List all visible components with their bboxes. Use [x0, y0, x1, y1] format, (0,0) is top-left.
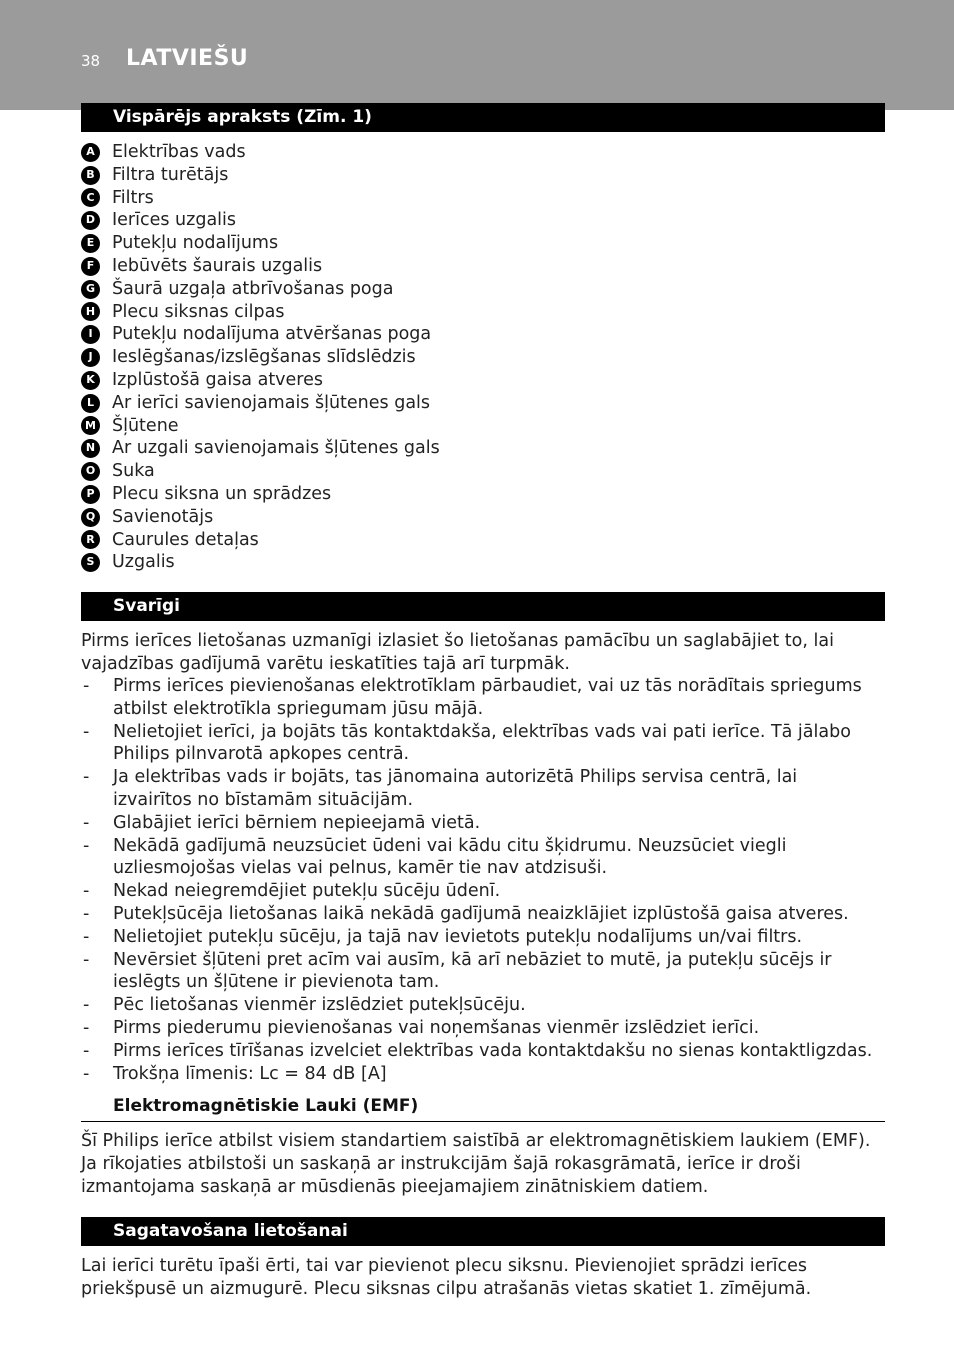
preparation-text: Lai ierīci turētu īpaši ērti, tai var pievienot plecu siksnu. Pievienojiet sprādzi ierīces priekšpusē un aizmugurē. Plecu siksnas cilpu atrašanās vietas skatiet 1. zīmējumā. [81, 1256, 812, 1299]
section-heading-important: Svarīgi [81, 592, 885, 621]
important-bullet-item [81, 812, 881, 835]
component-item [81, 460, 881, 483]
component-item [81, 483, 881, 506]
component-letter-badge: R [81, 530, 100, 549]
bullet-dash: - [83, 926, 90, 947]
bullet-dash: - [83, 995, 90, 1016]
section-heading-emf: Elektromagnētiskie Lauki (EMF) [81, 1096, 885, 1122]
emf-text: Šī Philips ierīce atbilst visiem standartiem saistībā ar elektromagnētiskiem laukiem (EMF). Ja rīkojaties atbilstoši un saskaņā ar instrukcijām šajā rokasgrāmatā, ierīce ir droši izmantojama saskaņā ar mūsdienās pieejamajiem zinātniskiem datiem. [81, 1131, 871, 1197]
component-letter-badge: F [81, 257, 100, 276]
component-label: Putekļu nodalījums [112, 233, 279, 254]
component-letter-badge: C [81, 188, 100, 207]
important-bullet-item [81, 949, 881, 995]
bullet-dash: - [83, 676, 90, 696]
component-label: Plecu siksna un sprādzes [112, 483, 332, 504]
component-label: Savienotājs [112, 506, 214, 527]
component-label: Plecu siksnas cilpas [112, 301, 285, 322]
component-list [81, 141, 881, 574]
language-title: LATVIEŠU [126, 46, 249, 71]
component-label: Šaurā uzgaļa atbrīvošanas poga [112, 278, 394, 299]
bullet-dash: - [83, 835, 90, 856]
component-item [81, 392, 881, 415]
component-label: Ar uzgali savienojamais šļūtenes gals [112, 438, 440, 459]
component-letter-badge: G [81, 280, 100, 299]
bullet-dash: - [83, 1017, 90, 1038]
component-label: Uzgalis [112, 552, 175, 573]
component-label: Šļūtene [112, 415, 179, 436]
bullet-text: Pirms ierīces pievienošanas elektrotīklam pārbaudiet, vai uz tās norādītais spriegums atbilst elektrotīkla spriegumam jūsu mājā. [113, 676, 862, 719]
component-label: Elektrības vads [112, 142, 246, 162]
important-bullet-item [81, 1063, 881, 1086]
component-item [81, 437, 881, 460]
bullet-text: Putekļsūcēja lietošanas laikā nekādā gadījumā neaizklājiet izplūstošā gaisa atveres. [113, 903, 849, 924]
component-letter-badge: I [81, 325, 100, 344]
component-letter-badge: M [81, 416, 100, 435]
component-label: Ar ierīci savienojamais šļūtenes gals [112, 392, 431, 413]
important-bullet-list [81, 675, 881, 1085]
component-label: Ierīces uzgalis [112, 210, 237, 231]
component-item [81, 323, 881, 346]
important-bullet-item [81, 1017, 881, 1040]
component-item [81, 232, 881, 255]
bullet-text: Nekādā gadījumā neuzsūciet ūdeni vai kādu citu šķidrumu. Neuzsūciet viegli uzliesmojošas vielas vai pelnus, kamēr tie nav atdzisuši. [113, 835, 787, 879]
bullet-text: Ja elektrības vads ir bojāts, tas jānomaina autorizētā Philips servisa centrā, lai izvairītos no bīstamām situācijām. [113, 767, 798, 810]
bullet-text: Pēc lietošanas vienmēr izslēdziet putekļsūcēju. [113, 995, 526, 1016]
bullet-dash: - [83, 1063, 90, 1084]
component-letter-badge: K [81, 371, 100, 390]
component-label: Filtrs [112, 187, 154, 208]
bullet-text: Trokšņa līmenis: Lc = 84 dB [A] [113, 1063, 387, 1084]
bullet-dash: - [83, 812, 90, 833]
bullet-dash: - [83, 721, 90, 742]
component-item [81, 346, 881, 369]
component-item [81, 369, 881, 392]
important-bullet-item [81, 1040, 881, 1063]
component-item [81, 187, 881, 210]
component-label: Caurules detaļas [112, 529, 259, 550]
component-item [81, 415, 881, 438]
component-label: Iebūvēts šaurais uzgalis [112, 255, 323, 276]
component-item [81, 209, 881, 232]
component-label: Putekļu nodalījuma atvēršanas poga [112, 324, 432, 345]
component-letter-badge: N [81, 439, 100, 458]
important-bullet-item [81, 880, 881, 903]
component-letter-badge: O [81, 462, 100, 481]
component-letter-badge: S [81, 553, 100, 572]
component-letter-badge: E [81, 234, 100, 253]
component-letter-badge: P [81, 485, 100, 504]
component-letter-badge: A [81, 143, 100, 162]
component-letter-badge: Q [81, 508, 100, 527]
important-bullet-item [81, 994, 881, 1017]
component-label: Filtra turētājs [112, 164, 229, 185]
component-label: Ieslēgšanas/izslēgšanas slīdslēdzis [112, 347, 416, 368]
component-letter-badge: D [81, 211, 100, 230]
important-intro: Pirms ierīces lietošanas uzmanīgi izlasiet šo lietošanas pamācību un saglabājiet to, lai vajadzības gadījumā varētu ieskatīties tajā arī turpmāk. [81, 631, 834, 674]
component-letter-badge: L [81, 394, 100, 413]
component-item [81, 141, 881, 164]
important-bullet-item [81, 721, 881, 767]
component-item [81, 551, 881, 574]
page-header [0, 0, 954, 110]
page-number: 38 [81, 52, 101, 70]
bullet-dash: - [83, 767, 90, 788]
component-letter-badge: J [81, 348, 100, 367]
bullet-text: Pirms ierīces tīrīšanas izvelciet elektrības vada kontaktdakšu no sienas kontaktligzdas. [113, 1040, 873, 1061]
bullet-dash: - [83, 881, 90, 902]
component-item [81, 278, 881, 301]
bullet-text: Glabājiet ierīci bērniem nepieejamā vietā. [113, 812, 481, 833]
component-label: Izplūstošā gaisa atveres [112, 369, 323, 390]
important-bullet-item [81, 926, 881, 949]
bullet-dash: - [83, 949, 90, 970]
bullet-text: Pirms piederumu pievienošanas vai noņemšanas vienmēr izslēdziet ierīci. [113, 1017, 760, 1038]
important-bullet-item [81, 835, 881, 881]
component-item [81, 164, 881, 187]
component-item [81, 506, 881, 529]
component-letter-badge: H [81, 302, 100, 321]
important-bullet-item [81, 675, 881, 721]
component-letter-badge: B [81, 166, 100, 185]
bullet-dash: - [83, 1040, 90, 1061]
bullet-text: Nevērsiet šļūteni pret acīm vai ausīm, kā arī nebāziet to mutē, ja putekļu sūcējs ir ieslēgts un šļūtene ir pievienota tam. [113, 949, 832, 993]
bullet-dash: - [83, 903, 90, 924]
component-item [81, 529, 881, 552]
important-bullet-item [81, 903, 881, 926]
component-item [81, 301, 881, 324]
section-heading-preparation: Sagatavošana lietošanai [81, 1217, 885, 1246]
important-bullet-item [81, 766, 881, 812]
bullet-text: Nelietojiet putekļu sūcēju, ja tajā nav ievietots putekļu nodalījums un/vai filtrs. [113, 926, 803, 947]
bullet-text: Nekad neiegremdējiet putekļu sūcēju ūdenī. [113, 881, 501, 902]
section-heading-overview: Vispārējs apraksts (Zīm. 1) [81, 103, 885, 132]
component-label: Suka [112, 461, 155, 482]
bullet-text: Nelietojiet ierīci, ja bojāts tās kontaktdakša, elektrības vads vai pati ierīce. Tā jālabo Philips pilnvarotā apkopes centrā. [113, 721, 851, 765]
component-item [81, 255, 881, 278]
